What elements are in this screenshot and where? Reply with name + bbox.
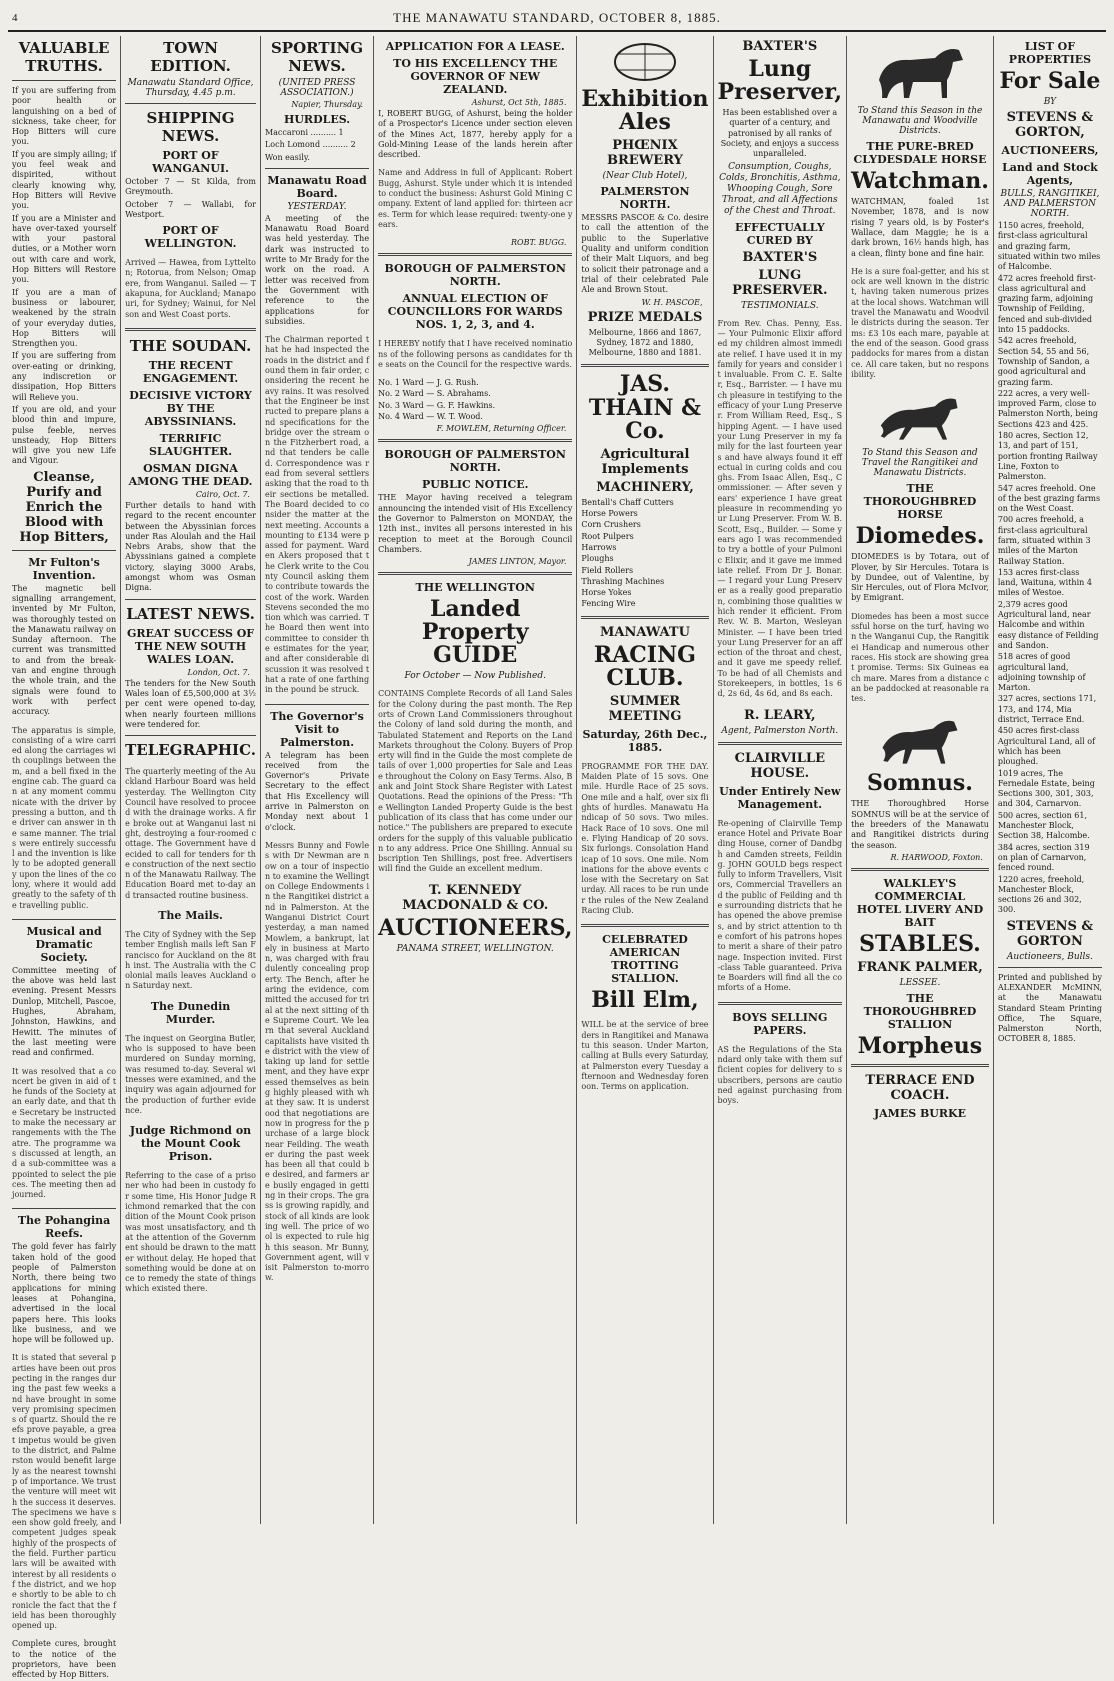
cairo-article: Further details to hand with regard to the recent encounter between the Abyssinian forces under Ras Aloulah and the Hail Nebrs Arabs, show that the Abyssinians gained a complete victory, slaying 3000 Arabs, amongst whom was Osman Digna. [125,500,256,593]
guide-heading: Landed Property GUIDE [421,596,529,669]
machinery-heading: MACHINERY, [596,479,694,495]
lease-address: TO HIS EXCELLENCY THE GOVERNOR OF NEW ZEALAND. [393,57,558,96]
chemist: R. LEARY, [744,707,816,723]
terrace-coach-heading: TERRACE END COACH. [865,1073,975,1104]
arrivals: October 7 — St Kilda, from Greymouth. [125,177,256,197]
contact-firm: STEVENS & GORTON [1006,918,1094,949]
brewery-town: PALMERSTON NORTH. [600,185,690,212]
article-body-filler: It is stated that several parties have been out prospecting in the ranges during the past few weeks and have brought in some very promising specimens of quartz. Should the reefs prove payable, a great impetus would be given to the district, and Palmerston would benefit largely as the nearest township of importance. We trust the venture will meet with the success it deserves. The specimens we have seen show gold freely, and competent judges speak highly of the prospects of the field. Further particulars will be awaited with interest by all residents of the district, and we hope shortly to be able to chronicle the fact that the field has been thoroughly opened up. [12,1353,117,1631]
shipping-heading: SHIPPING NEWS. [146,109,235,145]
by: BY [1043,97,1057,108]
lease-signature: ROBT. BUGG. [511,238,567,248]
property-item: 547 acres freehold. One of the best grazing farms on the West Coast. [997,483,1101,514]
governor-heading: The Governor's Visit to Palmerston. [270,709,364,749]
masthead [8,6,1106,32]
james-burke: JAMES BURKE [873,1107,966,1121]
telegraphic-filler: The quarterly meeting of the Auckland Harbour Board was held yesterday. The Wellington City Council have resolved to proceed with the drainage works. A fire broke out at Wanganui last night, destroying a four-roomed cottage. The Government have decided to call for tenders for the construction of the next section of the Manawatu Railway. The Education Board met to-day and transacted routine business. [125,767,256,900]
implement-item: Thrashing Machines [581,576,665,586]
agents: Land and Stock Agents, [1002,161,1098,188]
somnus-heading: Somnus. [867,770,973,797]
port-wanganui: PORT OF WANGANUI. [152,149,229,175]
guide-sub: For October — Now Published. [404,671,546,682]
lease-heading: APPLICATION FOR A LEASE. [385,40,565,53]
property-item: 1019 acres, The Fernedale Estate, being Sections 300, 301, 303, and 304, Carnarvon. [997,768,1095,809]
truth-item: If you are simply ailing; if you feel weak and dispirited, without clearly knowing why, Hop Bitters will Revive you. [12,149,117,211]
london-dateline: London, Oct. 7. [187,667,250,677]
ailments: Consumption, Coughs, Colds, Bronchitis, Asthma, Whooping Cough, Sore Throat, and all Affections of the Chest and Throat. [719,161,841,216]
race-date: Saturday, 26th Dec., 1885. [582,727,708,754]
brewery-near: (Near Club Hotel), [602,171,688,182]
imprint: Printed and published by ALEXANDER McMINN, at the Manawatu Standard Steam Printing Office, The Square, Palmerston North, OCTOBER 8, 1885. [997,972,1102,1044]
election-heading: ANNUAL ELECTION OF COUNCILLORS FOR WARDS NOS. 1, 2, 3, and 4. [387,292,563,332]
osman-sub: OSMAN DIGNA AMONG THE DEAD. [128,461,253,488]
judge-filler: Referring to the case of a prisoner who had been in custody for some time, His Honor Judge Richmond remarked that the condition of the Mount Cook prison was most unsatisfactory, and that the attention of the Government should be drawn to the matter without delay. He hoped that something would be done at once to remedy the state of things which existed there. [125,1171,256,1294]
clairville-heading: CLAIRVILLE HOUSE. [734,750,825,781]
column-3 [261,36,374,1524]
baxters-intro: Has been established over a quarter of a century, and patronised by all ranks of Society, and enjoys a success unparalleled. [720,108,839,159]
property-item: 450 acres first-class Agricultural Land, all of which has been ploughed. [997,726,1096,767]
public-notice-heading: PUBLIC NOTICE. [421,478,529,492]
property-item: 1220 acres, freehold, Manchester Block, sections 26 and 302, 300. [997,874,1085,915]
latest-news-heading: LATEST NEWS. [126,604,255,623]
governor-article: A telegram has been received from the Governor's Private Secretary to the effect that His Excellency will arrive in Palmerston on Monday next about 1 o'clock. [264,750,370,832]
property-list [998,221,1102,916]
exhibition-ales-heading: Exhibition Ales [581,86,709,136]
article-body-filler: The apparatus is simple, consisting of a wire carried along the carriages with couplings between them, and a bell fixed in the engine cab. The guard can at any moment communicate with the driver by pressing a button, and the driver can answer in the same manner. The trials were entirely successful and the invention is likely to be adopted generally upon the lines of the colony, where it would add greatly to the safety of the travelling public. [12,725,117,910]
road-board-article: A meeting of the Manawatu Road Board was held yesterday. The dark was instructed to write to Mr Brady for the work on the road. A letter was received from the Government with reference to the applications for subsidies. [264,213,370,326]
bill-elm-filler: WILL be at the service of breeders in Rangitikei and Manawatu this season. Under Marton, calling at Bulls every Saturday, at Palmerston every Tuesday afternoon and Wednesday forenoon. Terms on application. [581,1020,709,1092]
column-2 [121,36,261,1524]
mayor-signature: JAMES LINTON, Mayor. [468,557,567,567]
implement-item: Harrows [581,542,617,552]
watchman-text: WATCHMAN, foaled 1st November, 1878, and is now rising 7 years old, is by Foster's Wallace, dam Maggie; he is a dark brown, 16½ hands high, has a clean, flinty bone and fine hair. [851,197,989,258]
tenders-firm: T. KENNEDY MACDONALD & CO. [402,882,549,913]
port-wellington: PORT OF WELLINGTON. [144,224,237,251]
lease-body: I, ROBERT BUGG, of Ashurst, being the holder of a Prospector's Licence under section eleven of the Mines Act, 1877, hereby apply for a Gold-Mining Lease of the lands herein after described. [378,109,573,160]
property-item: 327 acres, sections 171, 173, and 174, Mia district, Terrace End. [997,694,1097,725]
implement-item: Root Pulpers [581,531,634,541]
stand-notice: To Stand this Season in the Manawatu and Woodville Districts. [857,106,983,136]
cleanse-heading: Cleanse, Purify and Enrich the Blood with Hop Bitters, [19,469,109,545]
thoroughbred-horse-illustration [872,388,968,444]
lessee: LESSEE. [899,978,941,989]
fulton-heading: Mr Fulton's Invention. [28,555,100,582]
walkley-hotel: WALKLEY'S COMMERCIAL HOTEL LIVERY AND BAIT [856,876,984,929]
article-body-filler: The Chairman reported that he had inspected the roads in the district and found them in fair order, considering the recent heavy rains. It was resolved that the Engineer be instructed to prepare plans and specifications for the bridge over the stream on the Fitzherbert road, and that tenders be called. Correspondence was read from several settlers asking that the road to their sections be metalled. The Board decided to consider the matter at the next meeting. Accounts amounting to £134 were passed for payment. Warden Akers proposed that the Clerk write to the County Council asking them to contribute towards the cost of the work. Warden Stevens seconded the motion which was carried. The Board then went into committee to consider the estimates for the year, and after considerable discussion it was resolved that a rate of one farthing in the pound be struck. [264,335,370,695]
reefs-heading: The Pohangina Reefs. [17,1214,111,1241]
diomedes-filler: Diomedes has been a most successful horse on the turf, having won the Wanganui Cup, the Rangitikei Handicap and numerous other races. His stock are showing great promise. Terms: Six Guineas each mare. Mares from a distance can be paddocked at reasonable rates. [851,611,989,704]
implements-heading: Agricultural Implements [600,446,690,477]
ward-item: No. 3 Ward — G. F. Hawkins. [378,400,496,410]
truth-item: If you are old, and your blood thin and impure, pulse feeble, nerves unsteady, Hop Bitters will give you new Life and Vigour. [12,404,117,466]
property-item: 472 acres freehold first-class agricultural and grazing farm, adjoining Township of Feilding, fenced and sub-divided into 15 paddocks. [997,273,1096,335]
contact-role: Auctioneers, Bulls. [1006,951,1093,962]
office-dateline: Manawatu Standard Office, Thursday, 4.45 p.m. [127,78,254,98]
trotting-heading: CELEBRATED AMERICAN TROTTING STALLION. [602,933,688,986]
dunedin-filler: The inquest on Georgina Butler, who is supposed to have been murdered on Sunday morning, was resumed to-day. Several witnesses were examined, and the inquiry was again adjourned for the production of further evidence. [125,1033,256,1115]
implement-item: Fencing Wire [581,599,636,609]
column-5 [577,36,713,1524]
summer-meeting-heading: SUMMER MEETING [608,693,682,724]
lung-preserver-heading: Lung Preserver, [717,56,843,106]
valuable-truths-title: VALUABLE TRUTHS. [18,39,110,75]
implements-list [581,498,708,610]
sporting-news-title: SPORTING NEWS. [270,39,364,75]
public-notice-body: THE Mayor having received a telegram announcing the intended visit of His Excellency the Governor to Palmerston on MONDAY, the 12th inst., invites all persons interested in his reception to meet at the Borough Council Chambers. [378,493,573,554]
property-item: 153 acres first-class land, Waituna, within 4 miles of Westoe. [997,567,1092,598]
dunedin-heading: The Dunedin Murder. [150,999,231,1026]
stables-heading: STABLES. [859,930,981,957]
implement-item: Horse Powers [581,509,638,519]
for-sale-heading: For Sale [999,68,1101,94]
page-number: 4 [12,12,19,24]
watchman-heading: Watchman. [851,168,989,194]
address: PANAMA STREET, WELLINGTON. [396,943,554,954]
column-1 [8,36,121,1680]
reefs-article: The gold fever has fairly taken hold of the good people of Palmerston North, there being two applications for mining leases at Pohangina, advertised in the local papers here. This looks like business, and we hope will be followed up. [12,1242,117,1345]
boys-filler: AS the Regulations of the Standard only take with them sufficient copies for delivery to subscribers, persons are cautioned against purchasing from boys. [717,1044,843,1106]
wellington-heading: THE WELLINGTON [415,581,535,595]
morpheus-heading: Morpheus [857,1033,983,1060]
property-item: 180 acres, Section 12, 13, and part of 151, portion fronting Railway Line, Foxton to Palmerston. [997,431,1098,482]
election-filler: I HEREBY notify that I have received nominations of the following persons as candidates for the seats on the Council for the respective wards. [378,339,573,369]
column-6 [714,36,848,1524]
somnus-horse-illustration [872,712,968,768]
property-item: 518 acres of good agricultural land, adjoining township of Marton. [997,652,1086,693]
article-body-filler: Messrs Bunny and Fowles with Dr Newman are now on a tour of inspection to examine the Wellington College Endowments in the Rangitikei district and in Palmerston. At the Wanganui District Court yesterday, a man named Mowlem, a bankrupt, lately in business at Marton, was charged with fraudulently concealing property. The Bench, after hearing the evidence, committed the accused for trial at the next sitting of the Supreme Court. We learn that several Auckland capitalists have visited the district with the view of taking up land for settlement, and they have expressed themselves as being highly pleased with what they saw. It is understood that negotiations are now in progress for the purchase of a large block near Feilding. The weather during the past week has been all that could be desired, and farmers are busily engaged in getting in their crops. The grass is growing rapidly, and stock of all kinds are looking well. The price of wool is expected to rule high this season. Mr Bunny, Government agent, will visit Palmerston to-morrow. [264,840,370,1283]
barrel-illustration [610,40,680,84]
ward-item: No. 1 Ward — J. G. Rush. [378,378,479,388]
article-body-filler: It was resolved that a concert be given in aid of the funds of the Society at an early date, and that the Secretary be instructed to make the necessary arrangements with the Theatre. The programme was discussed at length, and a sub-committee was appointed to select the pieces. The meeting then adjourned. [12,1066,117,1200]
returning-officer: F. MOWLEM, Returning Officer. [436,424,567,434]
loan-article: The tenders for the New South Wales loan of £5,500,000 at 3½ per cent were opened to-day, when nearly fourteen millions were tendered for. [125,678,256,729]
loan-sub: GREAT SUCCESS OF THE NEW SOUTH WALES LOAN. [126,626,255,666]
property-item: 222 acres, a very well-improved Farm, close to Palmerston North, being Sections 423 and 425. [997,388,1098,429]
clydesdale-horse-illustration [865,40,975,102]
bill-elm-heading: Bill Elm, [591,987,699,1014]
baxters-heading-2: BAXTER'S [742,249,818,265]
towns: BULLS, RANGITIKEI, AND PALMERSTON NORTH. [1000,189,1100,220]
lung-preserver-heading-2: LUNG PRESERVER. [732,267,828,298]
result-row: Maccaroni .......... 1 [264,128,344,137]
truth-item: If you are suffering from over-eating or drinking, any indiscretion or dissipation, Hop Bitters will Relieve you. [12,351,117,402]
brewery-owner: W. H. PASCOE, [641,297,703,307]
town-edition-title: TOWN EDITION. [150,39,231,75]
borough-heading-2: BOROUGH OF PALMERSTON NORTH. [384,448,566,475]
manawatu-heading: MANAWATU [599,624,690,640]
fulton-article: The magnetic bell signalling arrangement, invented by Mr Fulton, was thoroughly tested on the Manawatu railway on Sunday afternoon. The current was transmitted to and from the break-van and engine through the whole train, and the signals were found to work with perfect accuracy. [12,583,117,717]
result-row: Won easily. [264,152,310,162]
somnus-text: THE Thoroughbred Horse SOMNUS will be at the service of the breeders of the Manawatu and Rangitikei districts during the season. [851,799,989,850]
lease-filler: Name and Address in full of Applicant: Robert Bugg, Ashurst. Style under which it is intended to conduct the business: Ashurst Gold Mining Company. Extent of land applied for: thirteen acres. Term for which lease required: twenty-one years. [378,168,573,229]
property-item: 700 acres freehold, a first-class agricultural farm, situated within 3 miles of the Marton Railway Station. [997,515,1091,566]
shipping-filler: Arrived — Hawea, from Lyttelton; Rotorua, from Nelson; Omapere, from Wanganui. Sailed — Takapuna, for Auckland; Manapouri, for Sydney; Wainui, for Nelson and West Coast ports. [125,258,256,319]
column-8 [994,36,1106,1524]
implement-item: Ploughs [581,554,614,564]
engagement-sub: THE RECENT ENGAGEMENT. [142,358,239,385]
ward-item: No. 2 Ward — S. Abrahams. [378,389,491,399]
property-item: 2,379 acres good Agricultural land, near Halcombe and within easy distance of Feilding and Sandon. [997,599,1099,650]
mails-filler: The City of Sydney with the September English mails left San Francisco for Auckland on the 8th inst. The Australia with the Colonial mails leaves Auckland on Saturday next. [125,929,256,991]
hurdles-heading: HURDLES. [283,113,351,126]
implement-item: Horse Yokes [581,588,632,598]
firm-name: STEVENS & GORTON, [1006,110,1094,141]
testimonials-heading: TESTIMONIALS. [741,300,819,311]
lease-date: Ashurst, Oct 5th, 1885. [471,98,567,107]
judge-heading: Judge Richmond on the Mount Cook Prison. [129,1124,252,1164]
stand-notice-2: To Stand this Season and Travel the Rangitikei and Manawatu Districts. [861,448,979,479]
guide-filler: CONTAINS Complete Records of all Land Sales for the Colony during the past month. The Reports of Crown Land Commissioners throughout the Colony of land sold during the month, and Tabulated Statement and Reports on the Land Markets throughout the Colony. Buyers of Property will find in the Guide the most complete details of over 1,000 properties for Sale and Lease throughout the Colony on Easy Terms. Also, Bank and Joint Stock Share Register with Latest Quotations. Read the opinions of the Press: "The Wellington Landed Property Guide is the best publication of its class that has come under our notice." The publishers are prepared to execute orders for the supply of this valuable publication to any address. Price One Shilling. Annual subscription Ten Shillings, post free. Advertisers will find the Guide an excellent medium. [378,689,573,874]
list-title: LIST OF PROPERTIES [1008,40,1092,66]
victory-sub: DECISIVE VICTORY BY THE ABYSSINIANS. [129,388,252,428]
prize-medals-heading: PRIZE MEDALS [587,309,703,325]
property-item: 1150 acres, freehold, first-class agricultural and grazing farm, situated within two miles of Halcombe. [997,221,1101,272]
masthead-title: THE MANAWATU STANDARD, OCTOBER 8, 1885. [393,10,721,25]
diomedes-heading: Diomedes. [855,523,985,550]
musical-article: Committee meeting of the above was held last evening. Present Messrs Dunlop, Mitchell, Pascoe, Hughes, Abraham, Johnston, Hawkins, and Hewitt. The minutes of the last meeting were read and confirmed. [12,965,117,1058]
brewery-name: PHŒNIX BREWERY [607,138,683,169]
telegraphic-heading: TELEGRAPHIC. [125,741,256,760]
musical-heading: Musical and Dramatic Society. [26,924,102,964]
truth-item: If you are a Minister and have over-taxed yourself with your pastoral duties, or a Mother worn out with care and work, Hop Bitters will Restore you. [12,213,117,285]
cured-by: EFFECTUALLY CURED BY [734,220,825,247]
road-board-heading: Manawatu Road Board. [267,173,367,200]
yesterday: YESTERDAY. [287,201,347,212]
footnote: Complete cures, brought to the notice of the proprietors, have been effected by Hop Bitters. [12,1639,117,1680]
borough-heading: BOROUGH OF PALMERSTON NORTH. [384,262,566,289]
property-item: 542 acres freehold, Section 54, 55 and 56, Township of Sandon, a good agricultural and grazing farm. [997,336,1090,387]
implement-item: Corn Crushers [581,520,641,530]
auctioneers-heading: AUCTIONEERS, [378,914,573,941]
mails-heading: The Mails. [158,908,223,922]
property-item: 500 acres, section 61, Manchester Block, Section 38, Halcombe. [997,810,1090,841]
truth-item: If you are a man of business or labourer, weakened by the strain of your everyday duties, Hop Bitters will Strengthen you. [12,287,117,349]
prize-medals: Melbourne, 1866 and 1867, Sydney, 1872 and 1880, Melbourne, 1880 and 1881. [588,327,702,358]
cairo-dateline: Cairo, Oct. 7. [195,489,250,499]
ward-item: No. 4 Ward — W. T. Wood. [378,412,483,422]
somnus-owner: R. HARWOOD, Foxton. [890,852,983,862]
stallion-heading: THE THOROUGHBRED STALLION [863,992,977,1032]
column-4 [374,36,577,1524]
columns [8,36,1106,1680]
napier-dateline: Napier, Thursday. [291,100,364,109]
thain-heading: JAS. THAIN & Co. [588,371,702,444]
implement-item: Bentall's Chaff Cutters [581,497,674,507]
wards-list [378,378,572,422]
thoroughbred-heading: THE THOROUGHBRED HORSE [863,482,977,522]
racing-club-heading: RACING CLUB. [593,641,696,691]
slaughter-sub: TERRIFIC SLAUGHTER. [148,431,233,458]
brewery-text: MESSRS PASCOE & Co. desire to call the attention of the public to the Superlative Quality and uniform condition of their Malt Liquors, and beg to solicit their patronage and a trial of their celebrated Pale Ale and Brown Stout. [581,213,709,295]
implement-item: Field Rollers [581,565,634,575]
firm-role: AUCTIONEERS, [1001,144,1099,158]
truth-item: If you are suffering from poor health or languishing on a bed of sickness, take cheer, for Hop Bitters will cure you. [12,86,117,147]
clairville-filler: Re-opening of Clairville Temperance Hotel and Private Boarding House, corner of Dandbgh and Camden streets, Feilding. JOHN GOULD begs respectfully to inform Travellers, Visitors, Commercial Travellers and the public of Feilding and the surrounding districts that he has opened the above premises, and by strict attention to the comfort of his patrons hopes to merit a share of their patronage. Inspection invited. First-class Table guaranteed. Private Boarders will find all the comforts of a Home. [717,818,843,993]
testimonials-filler: From Rev. Chas. Penny, Ess. — Your Pulmonic Elixir afforded my children almost immediate relief. I have used it in my family for years and consider it invaluable. From C. E. Salter, Esq., Barrister. — I have much pleasure in testifying to the efficacy of your Lung Preserver. From William Reed, Esq., Shipping Agent. — I have used your Lung Preserver in my family for the last fourteen years and have always found it effectual in curing colds and coughs. From Isaac Allen, Esq., Commissioner. — After seven years' experience I have great pleasure in recommending your Lung Preserver. From W. B. Scott, Esq., Builder. — Some years ago I was recommended to try a bottle of your Pulmonic Elixir, and it gave me immediate relief. From Dr J. Bonar. — I regard your Lung Preserver as a really good preparation, combining those qualities which render it efficient. From Rev. W. B. Marton, Wesleyan Minister. — I have been tried your Lung Preserver for an affection of the throat and chest, and it gave me speedy relief. To be had of all Chemists and Storekeepers, in bottles, 1s 6d, 2s 6d, 4s 6d, and 8s each. [717,318,843,699]
result-row: Loch Lomond .......... 2 [264,140,356,150]
new-management: Under Entirely New Management. [719,784,841,811]
cleared: October 7 — Wallabi, for Westport. [125,199,256,219]
boys-heading: BOYS SELLING PAPERS. [732,1010,828,1037]
soudan-heading: THE SOUDAN. [129,336,252,355]
clydesdale-heading: THE PURE-BRED CLYDESDALE HORSE [853,140,987,166]
baxters-heading: BAXTER'S [742,39,818,54]
chemist-agent: Agent, Palmerston North. [721,725,839,736]
column-7 [847,36,994,1524]
racing-filler: PROGRAMME FOR THE DAY. Maiden Plate of 15 sovs. One mile. Hurdle Race of 25 sovs. One mile and a half, over six flights of hurdles. Manawatu Handicap of 50 sovs. Two miles. Hack Race of 10 sovs. One mile. Flying Handicap of 20 sovs. Six furlongs. Consolation Handicap of 10 sovs. One mile. Nominations for the above events close with the Secretary on Saturday. All races to be run under the rules of the New Zealand Racing Club. [581,761,709,916]
watchman-filler: He is a sure foal-getter, and his stock are well known in the district, having taken numerous prizes at the local shows. Watchman will travel the Manawatu and Woodville districts during the season. Terms: £3 10s each mare, payable at the end of the season. Good grass paddocks for mares from a distance. All care taken, but no responsibility. [851,266,989,379]
frank-palmer: FRANK PALMER, [857,960,983,976]
diomedes-text: DIOMEDES is by Totara, out of Plover, by Sir Hercules. Totara is by Dundee, out of Valentine, by Sir Hercules, out of Flora McIvor, by Emigrant. [851,552,989,603]
property-item: 384 acres, section 319 on plan of Carnarvon, fenced round. [997,842,1090,873]
press-association: (UNITED PRESS ASSOCIATION.) [278,78,356,98]
